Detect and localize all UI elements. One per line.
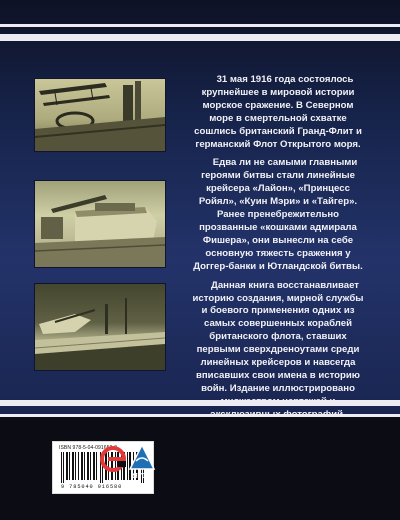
yauza-logo-text: ЯУЗА <box>132 473 152 480</box>
e-logo-icon <box>100 445 126 473</box>
biplane-on-ship-photo <box>34 78 166 152</box>
deck-illustration <box>35 284 165 370</box>
turret-illustration <box>35 181 165 267</box>
barcode-digits: 9 785040 916580 <box>61 484 123 490</box>
blurb-paragraph-2: Едва ли не самыми главными героями битвы стали линейные крейсера «Лайон», «Принцесс Ройял», «Куин Мэри» и «Тайгер». Ранее пренебрежительно прозванные «кошками адмирала Фишера», они вынесли на себе основную тяжесть сражения у Доггер-банки и Ютландской битвы. <box>193 157 363 272</box>
top-stripe-thick <box>0 34 400 41</box>
gun-turret-photo <box>34 180 166 268</box>
isbn-label: ISBN 978-5-04-091658-0 <box>59 445 118 451</box>
biplane-illustration <box>35 79 165 151</box>
yauza-logo-icon <box>128 443 156 481</box>
bottom-stripe-thick <box>0 400 400 406</box>
battlecruiser-deck-photo <box>34 283 166 371</box>
blurb-paragraph-3: Данная книга восстанавливает историю создания, мирной службы и боевого применения одних из самых совершенных кораблей британского флота, ставших первыми сверхдреноутами среди линейных крейсеров и навсегда вписавших свои имена в историю войн. Издание иллюстрировано <box>192 279 364 394</box>
blurb-paragraph-1: 31 мая 1916 года состоялось крупнейшее в мировой истории морское сражение. В Северном море в смертельной схватке сошлись британский Гранд-Флит и германский Флот Открытого моря. <box>194 74 362 150</box>
top-stripe-thin <box>0 24 400 27</box>
blurb-text-column <box>190 74 366 428</box>
